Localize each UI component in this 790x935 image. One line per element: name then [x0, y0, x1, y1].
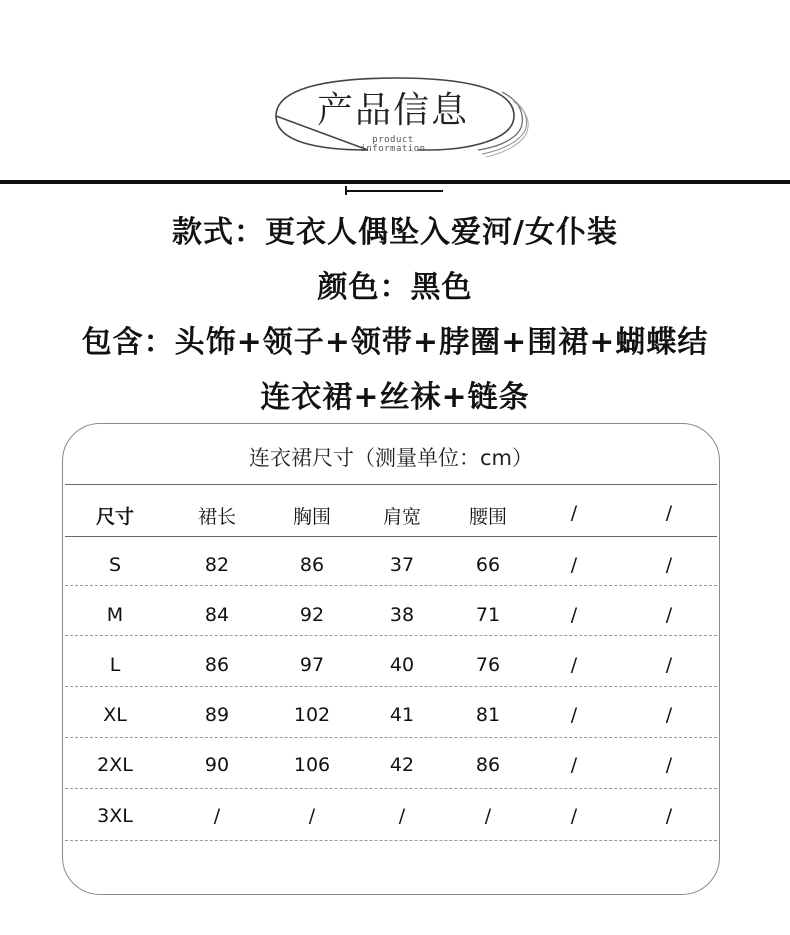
- row-cell: M: [106, 604, 124, 626]
- sub-divider: [345, 190, 443, 192]
- row-cell: 76: [475, 654, 501, 676]
- row-cell: L: [109, 654, 121, 676]
- row-cell: 89: [204, 704, 230, 726]
- header-cell-size: 尺寸: [95, 506, 134, 528]
- row-divider: [65, 788, 717, 789]
- row-cell: /: [570, 554, 578, 576]
- row-divider: [65, 840, 717, 841]
- row-cell: /: [570, 604, 578, 626]
- row-cell: /: [665, 554, 673, 576]
- row-divider: [65, 737, 717, 738]
- row-divider: [65, 585, 717, 586]
- row-cell: 40: [389, 654, 415, 676]
- size-table: [62, 423, 720, 895]
- row-cell: 38: [389, 604, 415, 626]
- badge-subtitle: [268, 136, 518, 154]
- badge-title: 产品信息: [316, 90, 469, 131]
- includes-line-2: 连衣裙+丝袜+链条: [260, 380, 530, 415]
- row-cell: 86: [204, 654, 230, 676]
- style-line: 款式：更衣人偶坠入爱河/女仆装: [172, 215, 618, 250]
- header-cell-shoulder: 肩宽: [382, 506, 421, 528]
- row-cell: 102: [293, 704, 331, 726]
- row-cell: 82: [204, 554, 230, 576]
- row-cell: 106: [293, 754, 331, 776]
- row-cell: 81: [475, 704, 501, 726]
- row-cell: /: [665, 704, 673, 726]
- row-cell: 41: [389, 704, 415, 726]
- row-cell: 42: [389, 754, 415, 776]
- table-header-top-border: [65, 484, 717, 485]
- row-cell: 71: [475, 604, 501, 626]
- row-cell: /: [665, 754, 673, 776]
- row-cell: XL: [103, 704, 127, 726]
- row-cell: 92: [299, 604, 325, 626]
- row-cell: /: [398, 805, 406, 827]
- row-cell: /: [308, 805, 316, 827]
- row-cell: 90: [204, 754, 230, 776]
- row-divider: [65, 686, 717, 687]
- row-cell: 3XL: [97, 805, 133, 827]
- row-divider: [65, 635, 717, 636]
- row-cell: S: [108, 554, 122, 576]
- row-cell: /: [570, 754, 578, 776]
- product-info-badge: [268, 70, 530, 162]
- row-cell: /: [665, 805, 673, 827]
- header-cell-waist: 腰围: [468, 506, 507, 528]
- includes-line-1: 包含：头饰+领子+领带+脖圈+围裙+蝴蝶结: [81, 325, 709, 360]
- row-cell: /: [665, 604, 673, 626]
- row-cell: 37: [389, 554, 415, 576]
- table-header-bottom-border: [65, 536, 717, 537]
- color-line: 颜色：黑色: [317, 270, 473, 305]
- row-cell: /: [213, 805, 221, 827]
- header-cell-length: 裙长: [197, 506, 236, 528]
- badge-subtitle-line2: information: [360, 144, 426, 154]
- row-cell: 84: [204, 604, 230, 626]
- section-divider: [0, 180, 790, 184]
- row-cell: 86: [299, 554, 325, 576]
- header-cell-bust: 胸围: [292, 506, 331, 528]
- row-cell: 66: [475, 554, 501, 576]
- badge-subtitle-line1: product: [372, 135, 414, 145]
- row-cell: 97: [299, 654, 325, 676]
- header-cell-blank-1: /: [570, 502, 578, 524]
- row-cell: /: [570, 704, 578, 726]
- row-cell: /: [484, 805, 492, 827]
- row-cell: /: [665, 654, 673, 676]
- row-cell: /: [570, 654, 578, 676]
- size-table-title: 连衣裙尺寸（测量单位：cm）: [248, 446, 533, 470]
- row-cell: 2XL: [97, 754, 133, 776]
- header-cell-blank-2: /: [665, 502, 673, 524]
- row-cell: 86: [475, 754, 501, 776]
- row-cell: /: [570, 805, 578, 827]
